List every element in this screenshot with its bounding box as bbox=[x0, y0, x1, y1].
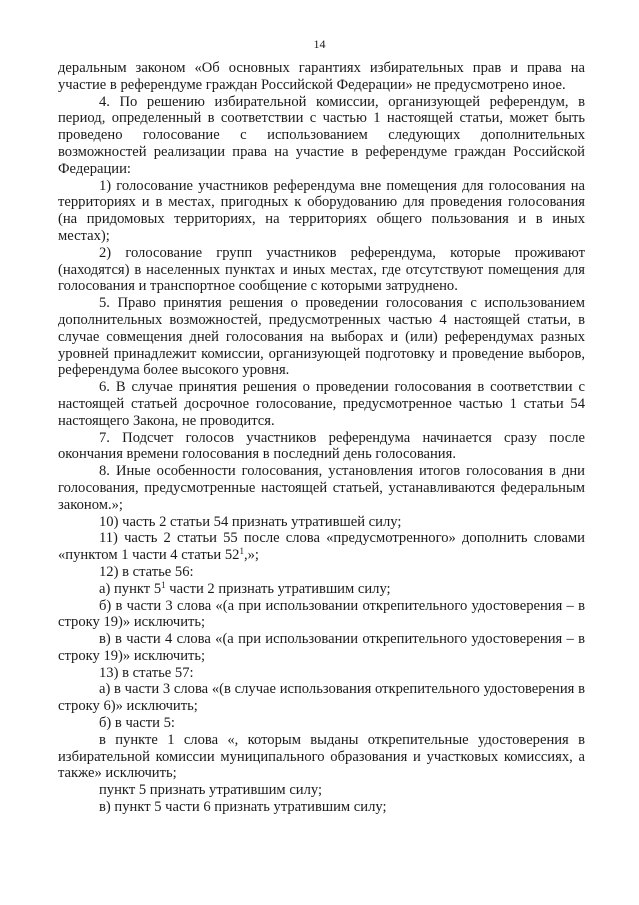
paragraph-amendment-13-b-1: в пункте 1 слова «, которым выданы открепительные удостоверения в избирательной комиссии муниципального образования и участковых комиссиях, а также» исключить; bbox=[58, 731, 585, 782]
document-body bbox=[58, 60, 585, 816]
amendment-11-text: 11) часть 2 статьи 55 после слова «предусмотренного» дополнить словами «пунктом 1 части 4 статьи 52 bbox=[58, 530, 585, 564]
paragraph-subitem-2: 2) голосование групп участников референдума, которые проживают (находятся) в населенных пунктах и иных местах, где отсутствуют помещения для голосования и транспортное сообщение с которыми затруднено. bbox=[58, 244, 585, 295]
paragraph-amendment-12: 12) в статье 56: bbox=[99, 563, 194, 580]
paragraph-item-4: 4. По решению избирательной комиссии, организующей референдум, в период, определенный в соответствии с частью 1 настоящей статьи, может быть проведено голосование с использованием следующих дополнительных возможностей реализации права на участие в референдуме граждан Российской Федерации: bbox=[58, 93, 585, 177]
superscript: 1 bbox=[239, 546, 244, 557]
paragraph-subitem-1: 1) голосование участников референдума вне помещения для голосования на территориях и в местах, пригодных к оборудованию для проведения голосования (на придомовых территориях, на территориях общего пользования и в иных местах); bbox=[58, 177, 585, 244]
paragraph-item-8: 8. Иные особенности голосования, установления итогов голосования в дни голосования, предусмотренные настоящей статьей, устанавливаются федеральным законом.»; bbox=[58, 463, 585, 513]
amendment-12a-text: а) пункт 5 bbox=[99, 580, 162, 597]
paragraph-amendment-12-v: в) в части 4 слова «(а при использовании открепительного удостоверения – в строку 19)» исключить; bbox=[58, 631, 585, 664]
paragraph-continuation: деральным законом «Об основных гарантиях избирательных прав и права на участие в референдуме граждан Российской Федерации» не предусмотрено иное. bbox=[58, 60, 585, 93]
paragraph-item-5: 5. Право принятия решения о проведении голосования с использованием дополнительных возможностей, предусмотренных частью 4 настоящей статьи, в случае совмещения дней голосования на выборах и (или) референдумах разных уровней принадлежит комиссии, организующей подготовку и проведение выборов, референдума более высокого уровня. bbox=[58, 295, 585, 379]
amendment-12a-tail: части 2 признать утратившим силу; bbox=[165, 580, 391, 597]
paragraph-amendment-11 bbox=[58, 530, 585, 564]
paragraph-amendment-13-v: в) пункт 5 части 6 признать утратившим силу; bbox=[99, 799, 387, 816]
paragraph-item-7: 7. Подсчет голосов участников референдума начинается сразу после окончания времени голосования в последний день голосования. bbox=[58, 429, 585, 463]
superscript: 1 bbox=[161, 579, 166, 590]
paragraph-item-6: 6. В случае принятия решения о проведении голосования в соответствии с настоящей статьей досрочное голосование, предусмотренное частью 1 статьи 54 настоящего Закона, не проводится. bbox=[58, 379, 585, 429]
amendment-11-tail: ,»; bbox=[243, 547, 259, 564]
paragraph-amendment-13-a: а) в части 3 слова «(в случае использования открепительного удостоверения в строку 6)» исключить; bbox=[58, 681, 585, 715]
page-number: 14 bbox=[313, 37, 326, 51]
paragraph-amendment-10: 10) часть 2 статьи 54 признать утратившей силу; bbox=[99, 513, 402, 530]
paragraph-amendment-13-b: б) в части 5: bbox=[99, 715, 175, 732]
paragraph-amendment-12-a bbox=[58, 581, 585, 598]
paragraph-amendment-12-b: б) в части 3 слова «(а при использовании открепительного удостоверения – в строку 19)» исключить; bbox=[58, 597, 585, 631]
paragraph-amendment-13: 13) в статье 57: bbox=[99, 664, 194, 681]
paragraph-amendment-13-b-2: пункт 5 признать утратившим силу; bbox=[99, 782, 323, 799]
